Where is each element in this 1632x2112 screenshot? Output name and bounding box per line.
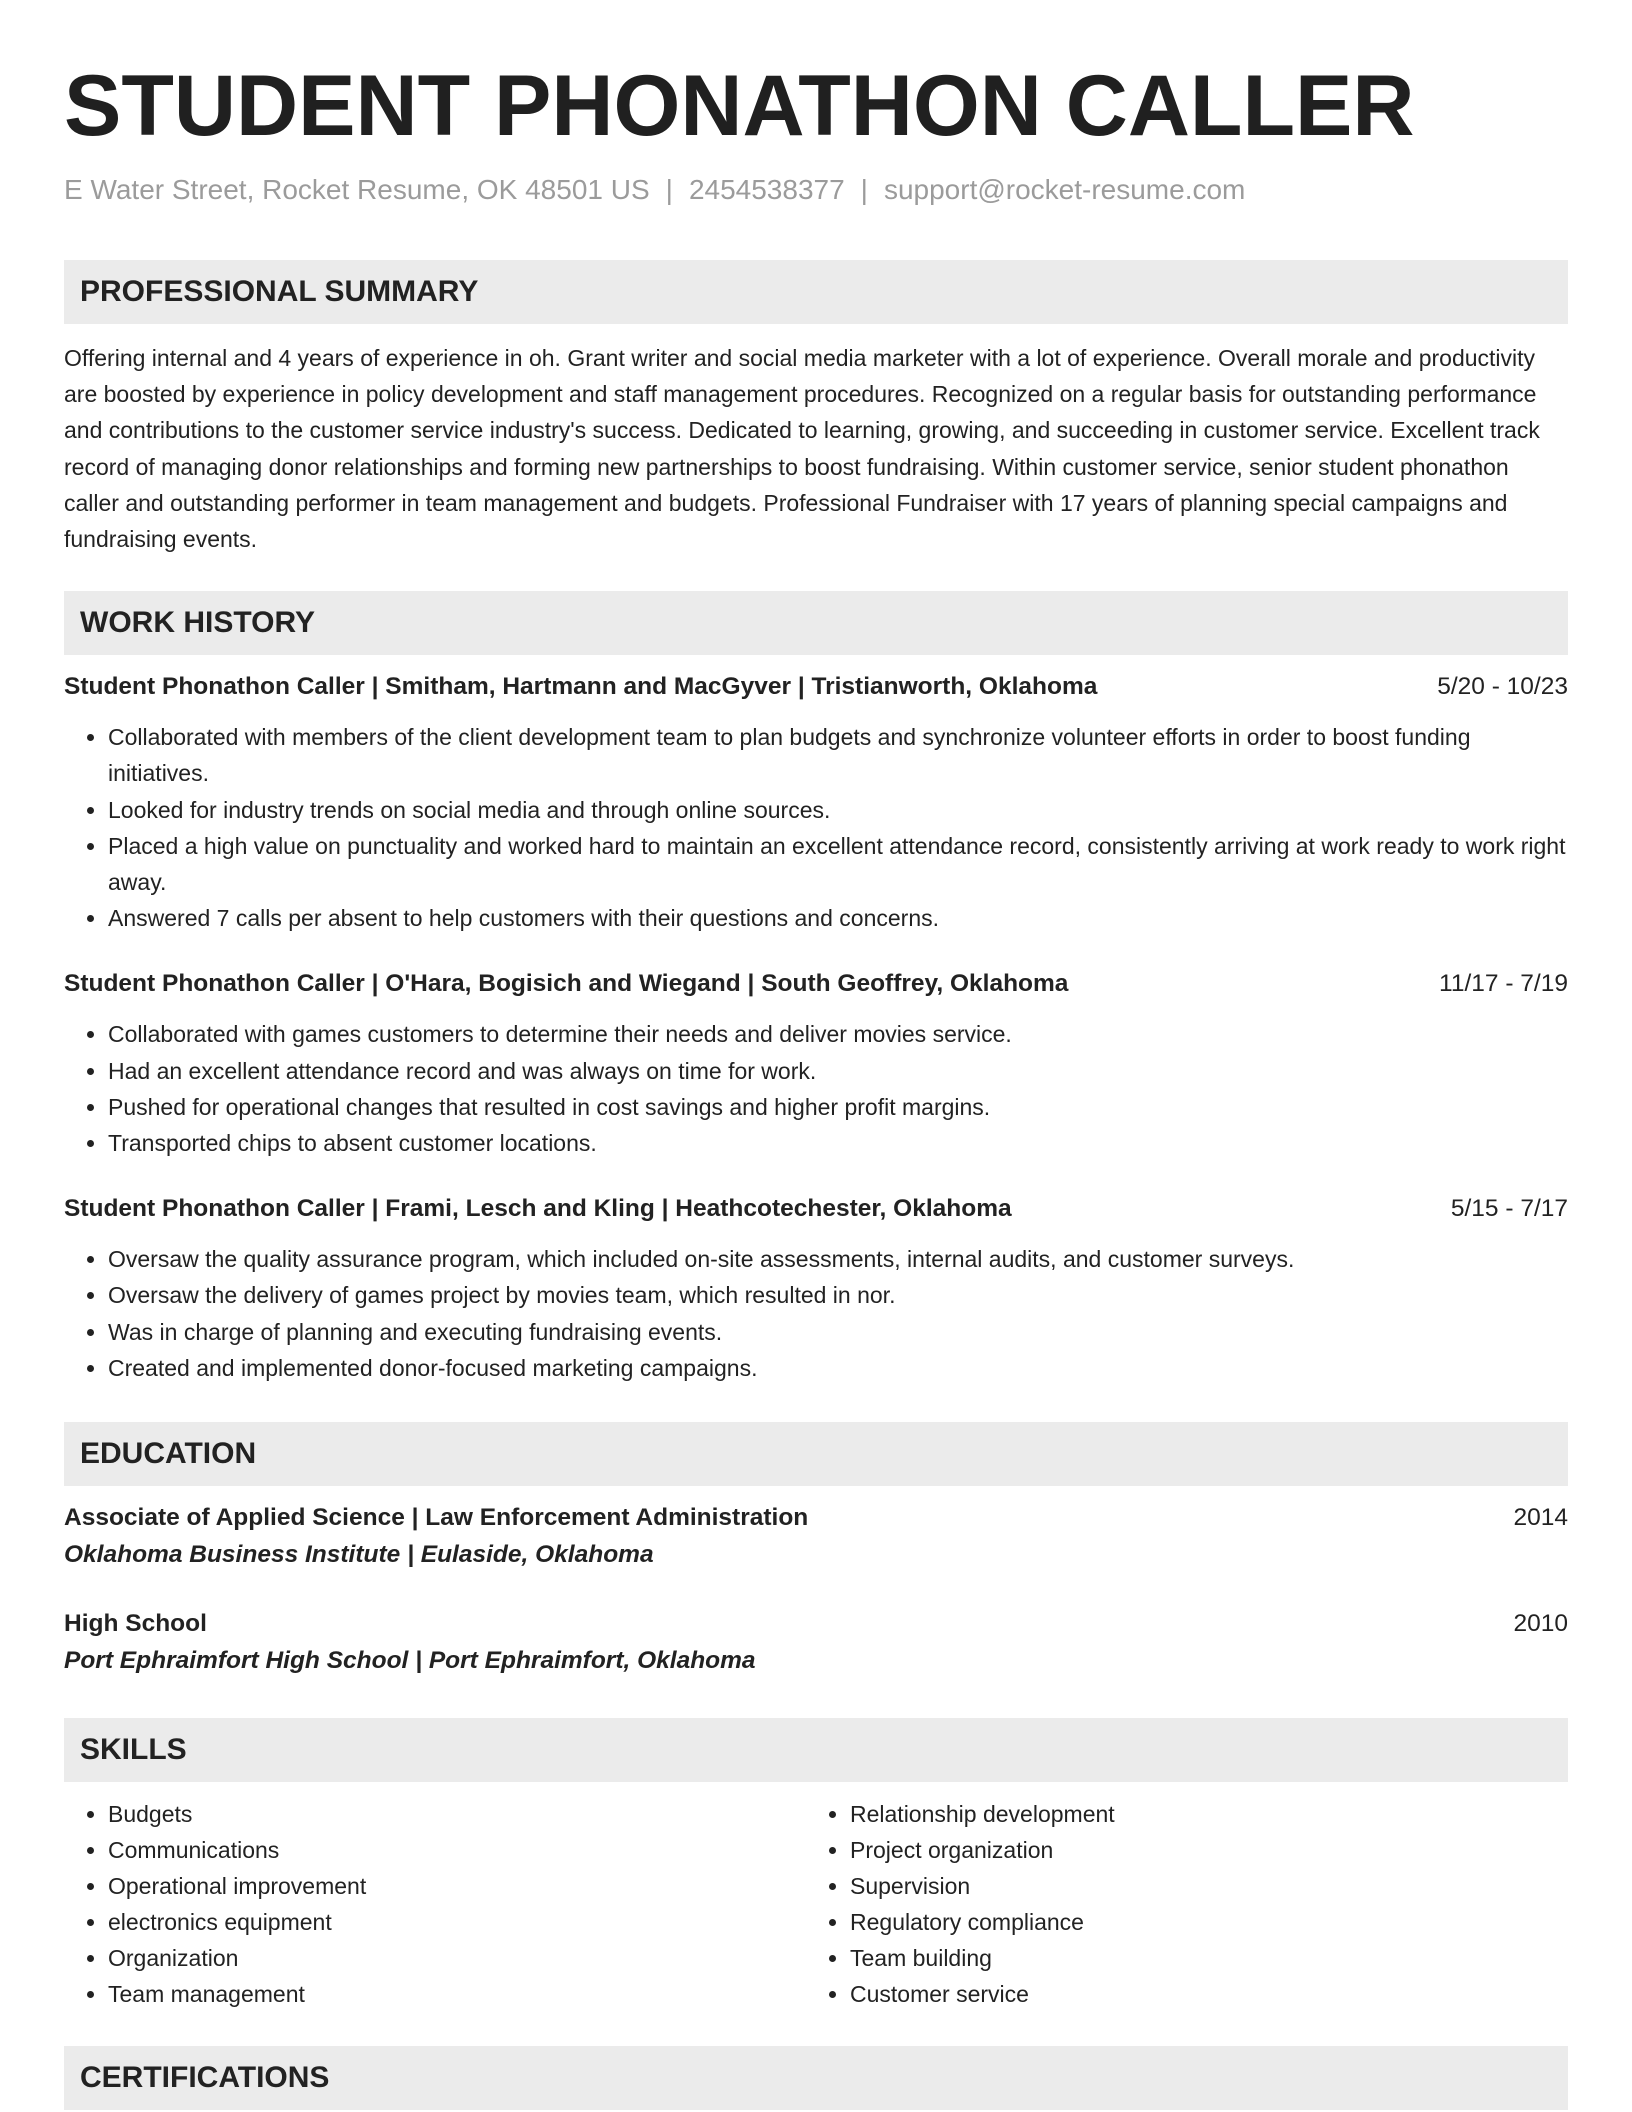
job-header [64,669,1568,705]
job-entry [64,669,1568,936]
contact-line [64,172,1568,208]
job-bullets [64,1016,1568,1161]
education-year: 2014 [1513,1504,1568,1532]
job-header [64,1191,1568,1227]
skill-item: • Team management [108,1976,806,2012]
contact-address: E Water Street, Rocket Resume, OK 48501 US [64,174,650,205]
contact-phone: 2454538377 [688,174,845,205]
job-dates: 5/15 - 7/17 [1450,1195,1568,1223]
job-bullet: • Collaborated with games customers to determine their needs and deliver movies service. [108,1016,1568,1052]
education-degree: High School [64,1610,207,1638]
section-header-work-history: WORK HISTORY [64,591,1568,655]
job-bullet: • Oversaw the delivery of games project by movies team, which resulted in nor. [108,1277,1568,1313]
job-bullet: • Was in charge of planning and executing fundraising events. [108,1314,1568,1350]
section-header-summary: PROFESSIONAL SUMMARY [64,260,1568,324]
education-school: Port Ephraimfort High School | Port Ephraimfort, Oklahoma [64,1647,756,1675]
education-header [64,1500,1568,1536]
skill-item: • Customer service [850,1976,1548,2012]
skill-item: • Team building [850,1940,1548,1976]
job-bullet: • Transported chips to absent customer locations. [108,1125,1568,1161]
job-dates: 5/20 - 10/23 [1437,673,1568,701]
job-bullet: • Created and implemented donor-focused marketing campaigns. [108,1350,1568,1386]
section-header-skills: SKILLS [64,1718,1568,1782]
job-bullet: • Had an excellent attendance record and was always on time for work. [108,1053,1568,1089]
contact-separator: | [860,174,868,205]
education-header [64,1606,1568,1642]
skill-item: • Regulatory compliance [850,1904,1548,1940]
job-bullet: • Oversaw the quality assurance program, which included on-site assessments, internal audits, and customer surveys. [108,1241,1568,1277]
education-degree: Associate of Applied Science | Law Enforcement Administration [64,1504,809,1532]
job-header [64,966,1568,1002]
summary-text: Offering internal and 4 years of experience in oh. Grant writer and social media marketer with a lot of experience. Overall morale and productivity are boosted by experience in policy development and staff management procedures. Recognized on a regular basis for outstanding performance and contributions to the customer service industry's success. Dedicated to learning, growing, and succeeding in customer service. Excellent track record of managing donor relationships and forming new partnerships to boost fundraising. Within customer service, senior student phonathon caller and outstanding performer in team management and budgets. Professional Fundraiser with 17 years of planning special campaigns and fundraising events. [64,345,1540,553]
job-title: Student Phonathon Caller | Smitham, Hartmann and MacGyver | Tristianworth, Oklahoma [64,673,1098,701]
resume-name: STUDENT PHONATHON CALLER [64,58,1415,154]
skill-item: • Communications [108,1832,806,1868]
job-title: Student Phonathon Caller | Frami, Lesch and Kling | Heathcotechester, Oklahoma [64,1195,1012,1223]
skill-item: • Budgets [108,1796,806,1832]
skill-item: • Relationship development [850,1796,1548,1832]
education-entry [64,1500,1568,1574]
job-dates: 11/17 - 7/19 [1439,970,1568,998]
contact-separator: | [665,174,673,205]
job-title: Student Phonathon Caller | O'Hara, Bogisich and Wiegand | South Geoffrey, Oklahoma [64,970,1069,998]
education-year: 2010 [1513,1610,1568,1638]
skill-item: • Supervision [850,1868,1548,1904]
education-entry [64,1606,1568,1680]
contact-email: support@rocket-resume.com [883,174,1246,205]
resume-page [64,0,1568,2110]
job-bullet: • Looked for industry trends on social media and through online sources. [108,792,1568,828]
skill-item: • electronics equipment [108,1904,806,1940]
skills-columns [64,1796,1568,2012]
section-header-education: EDUCATION [64,1422,1568,1486]
skill-item: • Operational improvement [108,1868,806,1904]
skill-item: • Project organization [850,1832,1548,1868]
skills-list-right [806,1796,1548,2012]
education-school: Oklahoma Business Institute | Eulaside, Oklahoma [64,1541,654,1569]
job-bullet: • Answered 7 calls per absent to help customers with their questions and concerns. [108,900,1568,936]
job-entry [64,1191,1568,1386]
job-bullet: • Pushed for operational changes that resulted in cost savings and higher profit margins. [108,1089,1568,1125]
skill-item: • Organization [108,1940,806,1976]
job-bullets [64,719,1568,936]
job-bullet: • Collaborated with members of the client development team to plan budgets and synchronize volunteer efforts in order to boost funding initiatives. [108,719,1568,791]
section-header-certifications: CERTIFICATIONS [64,2046,1568,2110]
job-bullets [64,1241,1568,1386]
job-entry [64,966,1568,1161]
job-bullet: • Placed a high value on punctuality and worked hard to maintain an excellent attendance record, consistently arriving at work ready to work right away. [108,828,1568,900]
skills-list-left [64,1796,806,2012]
